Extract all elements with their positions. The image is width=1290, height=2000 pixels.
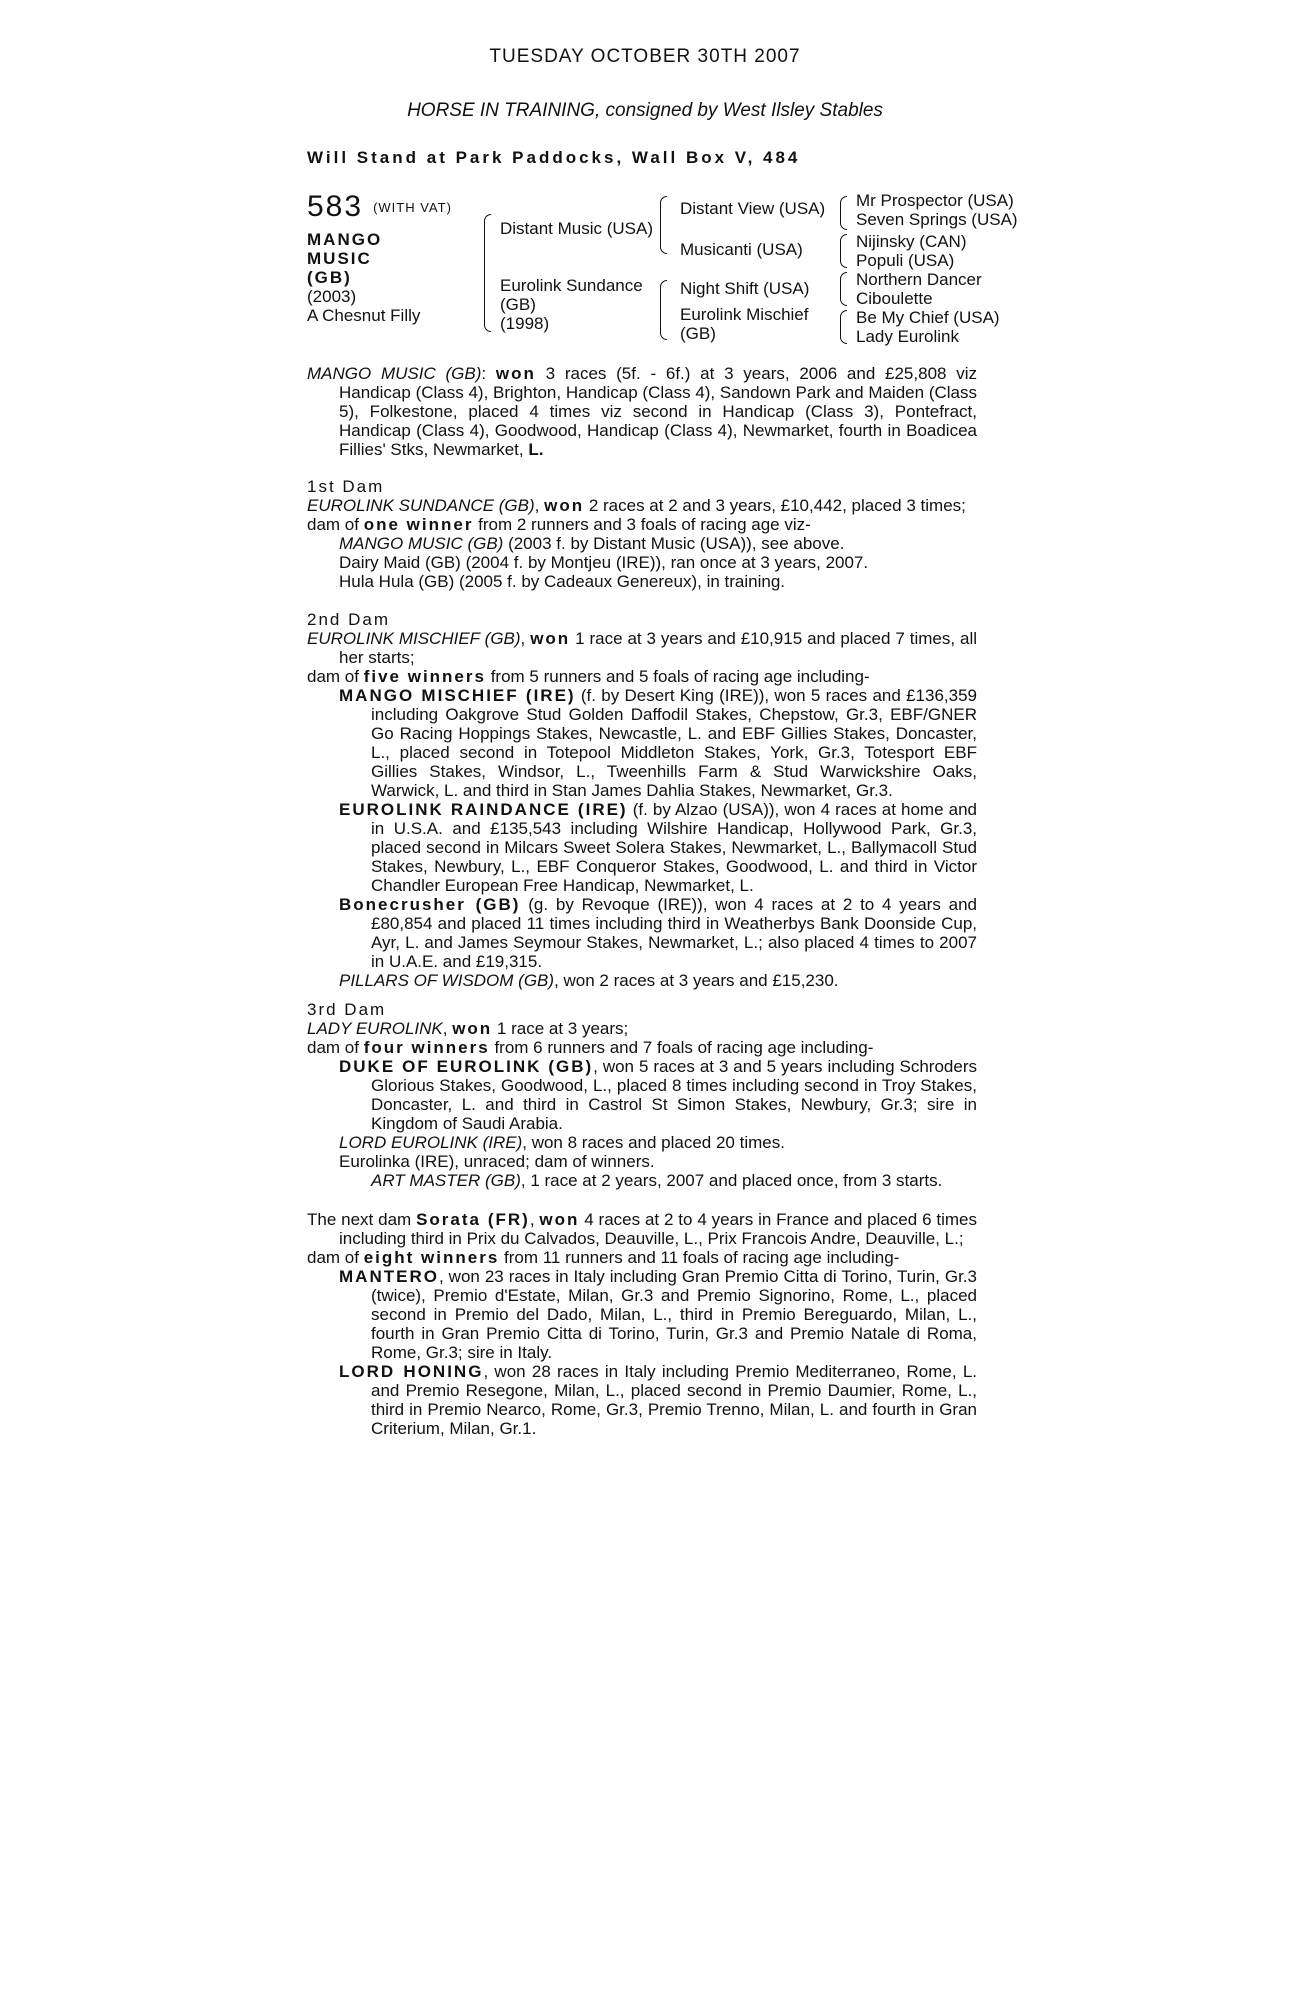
race-record: MANGO MUSIC (GB): won 3 races (5f. - 6f.) at 3 years, 2006 and £25,808 viz Handicap (Class 4), Brighton, Handicap (Class 4), Sandown Park and Maiden (Class 5), Folkestone, placed 4 times viz second in Handicap (Class 3), Pontefract, Handicap (Class 4), Goodwood, Handicap (Class 4), Newmarket, fourth in Boadicea Fillies' Stks, Newmarket, L. [307, 364, 977, 459]
second-dam-progeny-4-name: PILLARS OF WISDOM (GB) [339, 971, 555, 990]
second-dam-progeny-4-text: , won 2 races at 3 years and £15,230. [554, 971, 839, 990]
pedigree-brace-dam [660, 280, 667, 340]
pedigree-sire-sire: Distant View (USA) [680, 199, 826, 218]
sale-date: TUESDAY OCTOBER 30TH 2007 [489, 46, 801, 67]
second-dam-won: won [530, 629, 571, 648]
third-dam-progeny-1-text: , won 5 races at 3 and 5 years including Schroders Glorious Stakes, Goodwood, L., placed 8 times including second in Troy Stakes, Doncaster, L. and third in Castrol St Simon Stakes, Newbury, Gr.3; sire in Kingdom of Saudi Arabia. [371, 1057, 977, 1133]
lot-number [307, 190, 452, 224]
pedigree-brace-sire [660, 196, 667, 254]
second-dam-progeny-1-name: MANGO MISCHIEF (IRE) [339, 686, 576, 705]
pedigree-dam [500, 276, 643, 333]
pedigree-gen3-5: Northern Dancer [856, 270, 982, 289]
second-dam-section: 2nd Dam EUROLINK MISCHIEF (GB), won 1 race at 3 years and £10,915 and placed 7 times, all her starts; dam of five winners from 5 runners and 5 foals of racing age including- MANGO MISCHIEF (IRE) (f. by Desert King (IRE)), won 5 races and £136,359 including Oakgrove Stud Golden Daffodil Stakes, Chepstow, Gr.3, EBF/GNER Go Racing Hoppings Stakes, Newcastle, L. and EBF Gillies Stakes, Doncaster, L., placed second in Totepool Middleton Stakes, York, Gr.3, Totesport EBF Gillies Stakes, Windsor, L., Tweenhills Farm & Stud Warwickshire Oaks, Warwick, L. and third in Stan James Dahlia Stakes, Newmarket, Gr.3. EUROLINK RAINDANCE (IRE) (f. by Alzao (USA)), won 4 races at home and in U.S.A. and £135,543 including Wilshire Handicap, Hollywood Park, Gr.3, placed second in Milcars Sweet Solera Stakes, Newmarket, L., Ballymacoll Stud Stakes, Newbury, L., EBF Conqueror Stakes, Goodwood, L. and third in Victor Chandler European Free Handicap, Newmarket, L. Bonecrusher (GB) (g. by Revoque (IRE)), won 4 races at 2 to 4 years and £80,854 and placed 11 times including third in Weatherbys Bank Doonside Cup, Ayr, L. and James Seymour Stakes, Newmarket, L.; also placed 4 times to 2007 in U.A.E. and £19,315. PILLARS OF WISDOM (GB), won 2 races at 3 years and £15,230. [307, 610, 977, 990]
stand-location: Will Stand at Park Paddocks, Wall Box V, 484 [307, 148, 801, 167]
third-dam-section: 3rd Dam LADY EUROLINK, won 1 race at 3 years; dam of four winners from 6 runners and 7 foals of racing age including- DUKE OF EUROLINK (GB), won 5 races at 3 and 5 years including Schroders Glorious Stakes, Goodwood, L., placed 8 times including second in Troy Stakes, Doncaster, L. and third in Castrol St Simon Stakes, Newbury, Gr.3; sire in Kingdom of Saudi Arabia. LORD EUROLINK (IRE), won 8 races and placed 20 times. Eurolinka (IRE), unraced; dam of winners. ART MASTER (GB), 1 race at 2 years, 2007 and placed once, from 3 starts. [307, 1000, 977, 1190]
first-dam-text: 2 races at 2 and 3 years, £10,442, placed 3 times; [584, 496, 966, 515]
second-dam-winners: five winners [363, 667, 486, 686]
next-dam-progeny-1-name: MANTERO [339, 1267, 439, 1286]
next-dam-pre: The next dam [307, 1210, 417, 1229]
third-dam-won: won [452, 1019, 493, 1038]
third-dam-heading: 3rd Dam [307, 1000, 387, 1019]
consignment-line: HORSE IN TRAINING, consigned by West Ilsley Stables [407, 100, 883, 121]
first-dam-progeny-1-text: (2003 f. by Distant Music (USA)), see above. [503, 534, 845, 553]
next-dam-of-post: from 11 runners and 11 foals of racing age including- [499, 1248, 900, 1267]
second-dam-of-post: from 5 runners and 5 foals of racing age including- [485, 667, 870, 686]
pedigree-gen3-2: Seven Springs (USA) [856, 210, 1018, 229]
horse-year: (2003) [307, 287, 357, 306]
record-text: 3 races (5f. - 6f.) at 3 years, 2006 and £25,808 viz Handicap (Class 4), Brighton, Handicap (Class 4), Sandown Park and Maiden (Class 5), Folkestone, placed 4 times viz second in Handicap (Class 3), Pontefract, Handicap (Class 4), Goodwood, Handicap (Class 4), Newmarket, fourth in Boadicea Fillies' Stks, Newmarket, [339, 364, 977, 459]
pedigree-brace-main [484, 214, 491, 332]
next-dam-of-pre: dam of [307, 1248, 364, 1267]
pedigree-dam-origin: (GB) [500, 295, 536, 314]
first-dam-won: won [544, 496, 585, 515]
next-dam-text: 4 races at 2 to 4 years in France and placed 6 times including third in Prix du Calvados, Deauville, L., Prix Francois Andre, Deauville, L.; [339, 1210, 977, 1248]
third-dam-progeny-3: Eurolinka (IRE), unraced; dam of winners. [339, 1152, 655, 1171]
second-dam-name: EUROLINK MISCHIEF (GB) [307, 629, 521, 648]
next-dam-progeny-2-name: LORD HONING [339, 1362, 484, 1381]
next-dam-section [307, 1210, 977, 1438]
pedigree-dam-year: (1998) [500, 314, 550, 333]
third-dam-progeny-2-name: LORD EUROLINK (IRE) [339, 1133, 523, 1152]
first-dam-section: 1st Dam EUROLINK SUNDANCE (GB), won 2 races at 2 and 3 years, £10,442, placed 3 times; dam of one winner from 2 runners and 3 foals of racing age viz- MANGO MUSIC (GB) (2003 f. by Distant Music (USA)), see above. Dairy Maid (GB) (2004 f. by Montjeu (IRE)), ran once at 3 years, 2007. Hula Hula (GB) (2005 f. by Cadeaux Genereux), in training. [307, 477, 977, 591]
third-dam-progeny-1-name: DUKE OF EUROLINK (GB) [339, 1057, 594, 1076]
horse-origin: (GB) [307, 268, 352, 287]
pedigree-gen3-7: Be My Chief (USA) [856, 308, 1000, 327]
third-dam-of-post: from 6 runners and 7 foals of racing age including- [489, 1038, 874, 1057]
pedigree-dam-dam-name: Eurolink Mischief [680, 305, 809, 324]
pedigree-brace-g1 [840, 196, 847, 230]
pedigree-brace-g2 [840, 234, 847, 268]
pedigree-gen3-1: Mr Prospector (USA) [856, 191, 1014, 210]
second-dam-progeny-3-name: Bonecrusher (GB) [339, 895, 521, 914]
second-dam-progeny-1-text: (f. by Desert King (IRE)), won 5 races and £136,359 including Oakgrove Stud Golden Daffodil Stakes, Chepstow, Gr.3, EBF/GNER Go Racing Hoppings Stakes, Newcastle, L. and EBF Gillies Stakes, Doncaster, L., placed second in Totepool Middleton Stakes, York, Gr.3, Totesport EBF Gillies Stakes, Windsor, L., Tweenhills Farm & Stud Warwickshire Oaks, Warwick, L. and third in Stan James Dahlia Stakes, Newmarket, Gr.3. [371, 686, 977, 800]
pedigree-dam-dam-origin: (GB) [680, 324, 716, 343]
next-dam-won: won [539, 1210, 580, 1229]
pedigree-sire: Distant Music (USA) [500, 219, 654, 238]
next-dam-progeny-2-text: , won 28 races in Italy including Premio Mediterraneo, Rome, L. and Premio Resegone, Milan, L., placed second in Premio Daumier, Rome, L., third in Premio Nearco, Rome, Gr.3, Premio Trenno, Milan, L. and fourth in Gran Criterium, Milan, Gr.1. [371, 1362, 977, 1438]
third-dam-winners: four winners [363, 1038, 490, 1057]
first-dam-of-pre: dam of [307, 515, 364, 534]
third-dam-text: 1 race at 3 years; [492, 1019, 629, 1038]
second-dam-progeny-2-name: EUROLINK RAINDANCE (IRE) [339, 800, 628, 819]
pedigree-dam-sire: Night Shift (USA) [680, 279, 810, 298]
horse-details [307, 230, 447, 325]
horse-name: MANGO MUSIC [307, 230, 383, 268]
second-dam-of-pre: dam of [307, 667, 364, 686]
lot-number-value: 583 [307, 190, 364, 223]
record-horse-name: MANGO MUSIC (GB) [307, 364, 482, 383]
vat-note: (WITH VAT) [373, 200, 452, 215]
second-dam-progeny-2-text: (f. by Alzao (USA)), won 4 races at home and in U.S.A. and £135,543 including Wilshire Handicap, Hollywood Park, Gr.3, placed second in Milcars Sweet Solera Stakes, Newmarket, L., Ballymacoll Stud Stakes, Newbury, L., EBF Conqueror Stakes, Goodwood, L. and third in Victor Chandler European Free Handicap, Newmarket, L. [371, 800, 977, 895]
first-dam-heading: 1st Dam [307, 477, 385, 496]
next-dam-sep: , [529, 1210, 540, 1229]
second-dam-heading: 2nd Dam [307, 610, 390, 629]
pedigree-brace-g4 [840, 310, 847, 344]
horse-description: A Chesnut Filly [307, 306, 421, 325]
pedigree-brace-g3 [840, 272, 847, 306]
next-dam-progeny-1-text: , won 23 races in Italy including Gran Premio Citta di Torino, Turin, Gr.3 (twice), Premio d'Estate, Milan, Gr.3 and Premio Signorino, Rome, L., placed second in Premio del Dado, Milan, L., third in Premio Bereguardo, Milan, L., fourth in Gran Premio Citta di Torino, Turin, Gr.3 and Premio Natale di Roma, Rome, Gr.3; sire in Italy. [371, 1267, 977, 1362]
first-dam-progeny-1-name: MANGO MUSIC (GB) [339, 534, 504, 553]
third-dam-grandprogeny-text: , 1 race at 2 years, 2007 and placed once, from 3 starts. [520, 1171, 943, 1190]
first-dam-of-post: from 2 runners and 3 foals of racing age viz- [473, 515, 811, 534]
third-dam-grandprogeny-name: ART MASTER (GB) [371, 1171, 521, 1190]
next-dam-name: Sorata (FR) [416, 1210, 530, 1229]
pedigree-gen3-6: Ciboulette [856, 289, 933, 308]
pedigree-gen3-4: Populi (USA) [856, 251, 955, 270]
pedigree-dam-name: Eurolink Sundance [500, 276, 643, 295]
first-dam-winners: one winner [363, 515, 474, 534]
pedigree-gen3-3: Nijinsky (CAN) [856, 232, 967, 251]
second-dam-text: 1 race at 3 years and £10,915 and placed 7 times, all her starts; [339, 629, 977, 667]
second-dam-progeny-3-text: (g. by Revoque (IRE)), won 4 races at 2 to 4 years and £80,854 and placed 11 times including third in Weatherbys Bank Doonside Cup, Ayr, L. and James Seymour Stakes, Newmarket, L.; also placed 4 times to 2007 in U.A.E. and £19,315. [371, 895, 977, 971]
pedigree-gen3-8: Lady Eurolink [856, 327, 960, 346]
third-dam-of-pre: dam of [307, 1038, 364, 1057]
next-dam-winners: eight winners [363, 1248, 500, 1267]
record-listed: L. [528, 440, 544, 459]
third-dam-progeny-2-text: , won 8 races and placed 20 times. [522, 1133, 785, 1152]
first-dam-name: EUROLINK SUNDANCE (GB) [307, 496, 535, 515]
first-dam-progeny-3: Hula Hula (GB) (2005 f. by Cadeaux Genereux), in training. [339, 572, 786, 591]
third-dam-name: LADY EUROLINK [307, 1019, 443, 1038]
record-won: won [495, 364, 536, 383]
first-dam-progeny-2: Dairy Maid (GB) (2004 f. by Montjeu (IRE)), ran once at 3 years, 2007. [339, 553, 869, 572]
pedigree-dam-dam [680, 305, 809, 343]
pedigree-sire-dam: Musicanti (USA) [680, 240, 803, 259]
